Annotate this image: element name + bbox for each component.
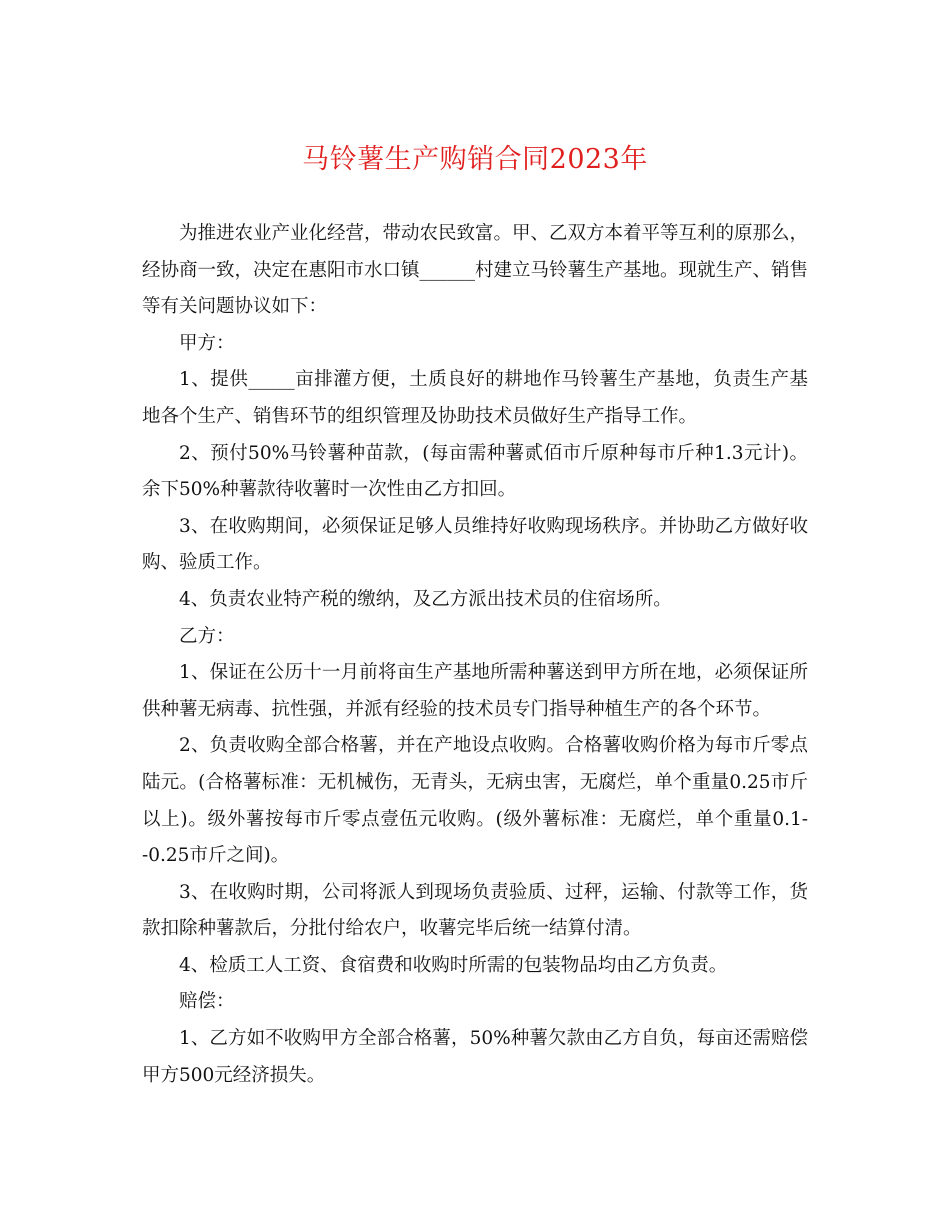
intro-paragraph: 为推进农业产业化经营，带动农民致富。甲、乙双方本着平等互利的原那么，经协商一致，决定在惠阳市水口镇______村建立马铃薯生产基地。现就生产、销售等有关问题协议如下：: [142, 223, 809, 318]
party-b-heading: 乙方：: [179, 625, 235, 647]
party-a-clause-4: 4、负责农业特产税的缴纳，及乙方派出技术员的住宿场所。: [179, 588, 672, 610]
compensation-clause-1: 1、乙方如不收购甲方全部合格薯，50%种薯欠款由乙方自负，每亩还需赔偿甲方500元经济损失。: [142, 1028, 808, 1086]
party-a-clause-1: 1、提供_____亩排灌方便，土质良好的耕地作马铃薯生产基地，负责生产基地各个生产、销售环节的组织管理及协助技术员做好生产指导工作。: [142, 369, 808, 427]
document-body: [142, 216, 808, 1094]
party-b-clause-3: 3、在收购时期，公司将派人到现场负责验质、过秤，运输、付款等工作，货款扣除种薯款后，分批付给农户，收薯完毕后统一结算付清。: [142, 881, 808, 940]
compensation-heading: 赔偿：: [179, 991, 235, 1013]
party-a-clause-2: 2、预付50%马铃薯种苗款，(每亩需种薯贰佰市斤原种每市斤种1.3元计)。余下50%种薯款待收薯时一次性由乙方扣回。: [142, 442, 808, 501]
party-b-clause-1: 1、保证在公历十一月前将亩生产基地所需种薯送到甲方所在地，必须保证所供种薯无病毒、抗性强，并派有经验的技术员专门指导种植生产的各个环节。: [142, 662, 808, 720]
document-title: 马铃薯生产购销合同2023年: [302, 144, 648, 175]
party-b-clause-4: 4、检质工人工资、食宿费和收购时所需的包装物品均由乙方负责。: [179, 954, 728, 976]
party-a-heading: 甲方：: [179, 332, 235, 354]
party-b-clause-2: 2、负责收购全部合格薯，并在产地设点收购。合格薯收购价格为每市斤零点陆元。(合格薯标准：无机械伤，无青头，无病虫害，无腐烂，单个重量0.25市斤以上)。级外薯按每市斤零点壹伍元收购。(级外薯标准：无腐烂，单个重量0.1--0.25市斤之间)。: [142, 735, 808, 867]
party-a-clause-3: 3、在收购期间，必须保证足够人员维持好收购现场秩序。并协助乙方做好收购、验质工作。: [142, 515, 808, 574]
